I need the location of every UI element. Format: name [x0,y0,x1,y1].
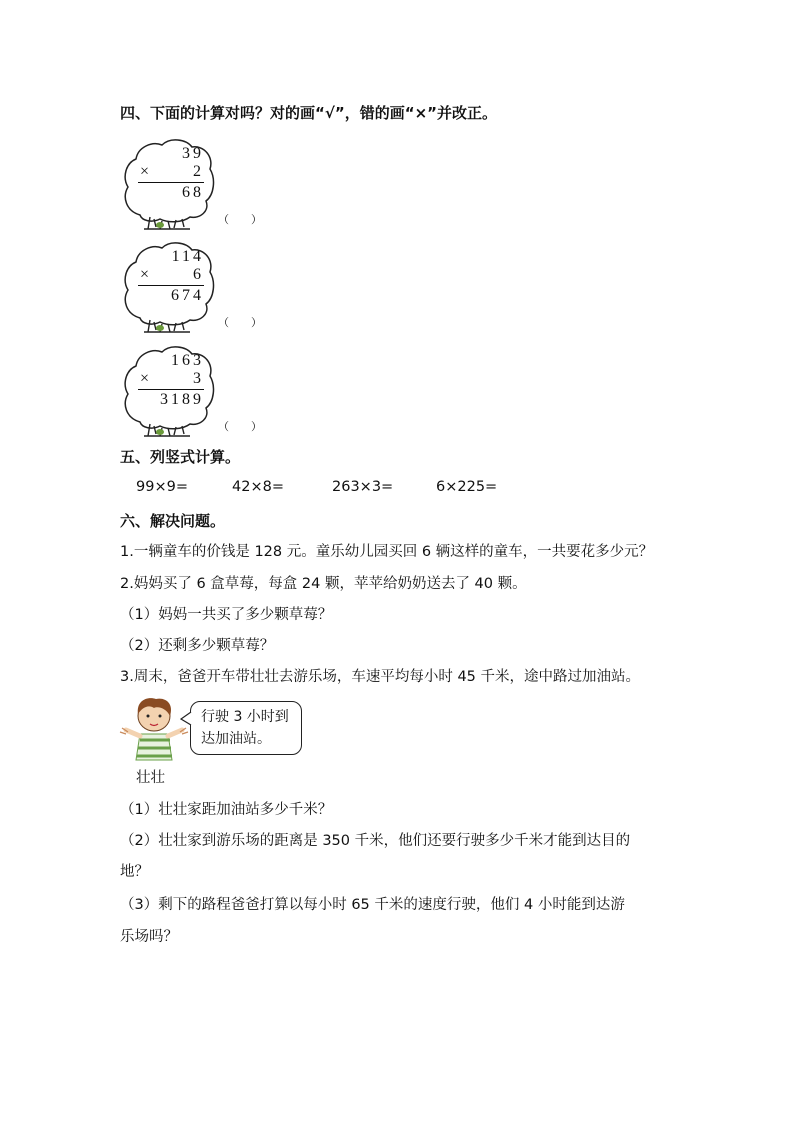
vertical-calc-item-1: 99×9= [136,479,188,495]
calc-1-result: 68 [182,184,204,201]
speech-bubble-tail-icon [180,712,192,726]
calc-tree-1 [120,137,216,241]
question-2-part-2: （2）还剩多少颗草莓？ [120,638,275,654]
calc-2-op: × [140,266,153,283]
calc-1 [138,145,204,202]
boy-character-illustration [118,694,190,764]
calc-1-op: × [140,163,153,180]
calc-1-b: 2 [193,163,204,180]
calc-3-result: 3189 [160,391,204,408]
calc-1-a: 39 [182,145,204,162]
calc-3-a: 163 [171,352,204,369]
section-6-title: 六、解决问题。 [120,512,226,530]
speech-line-2: 达加油站。 [201,731,271,747]
calc-2 [138,248,204,305]
question-2-part-1: （1）妈妈一共买了多少颗草莓？ [120,607,333,623]
calc-2-b: 6 [193,266,204,283]
question-2: 2.妈妈买了 6 盒草莓，每盒 24 颗，苹苹给奶奶送去了 40 颗。 [120,576,527,592]
calc-2-result: 674 [171,287,204,304]
calc-3-b: 3 [193,370,204,387]
question-3-part-3-line-1: （3）剩下的路程爸爸打算以每小时 65 千米的速度行驶，他们 4 小时能到达游 [120,897,625,913]
speech-line-1: 行驶 3 小时到 [201,709,289,725]
answer-blank-3[interactable]: （ ） [218,420,262,433]
calc-3-op: × [140,370,153,387]
calc-tree-2 [120,240,216,344]
character-name: 壮壮 [136,770,165,786]
section-5-title: 五、列竖式计算。 [120,448,241,466]
question-3-part-2-line-1: （2）壮壮家到游乐场的距离是 350 千米，他们还要行驶多少千米才能到达目的 [120,833,631,849]
answer-blank-2[interactable]: （ ） [218,316,262,329]
question-1: 1.一辆童车的价钱是 128 元。童乐幼儿园买回 6 辆这样的童车，一共要花多少元？ [120,544,654,560]
question-3-part-1: （1）壮壮家距加油站多少千米？ [120,802,333,818]
calc-2-a: 114 [171,248,204,265]
section-4-title: 四、下面的计算对吗？对的画“√”，错的画“×”并改正。 [120,104,498,122]
question-3: 3.周末，爸爸开车带壮壮去游乐场，车速平均每小时 45 千米，途中路过加油站。 [120,669,641,685]
speech-bubble [190,701,302,755]
question-3-part-3-line-2: 乐场吗？ [120,929,178,945]
answer-blank-1[interactable]: （ ） [218,213,262,226]
vertical-calc-item-3: 263×3= [332,479,394,495]
vertical-calc-item-2: 42×8= [232,479,284,495]
vertical-calc-item-4: 6×225= [436,479,498,495]
calc-3 [138,352,204,409]
calc-tree-3 [120,344,216,448]
question-3-part-2-line-2: 地？ [120,864,149,880]
